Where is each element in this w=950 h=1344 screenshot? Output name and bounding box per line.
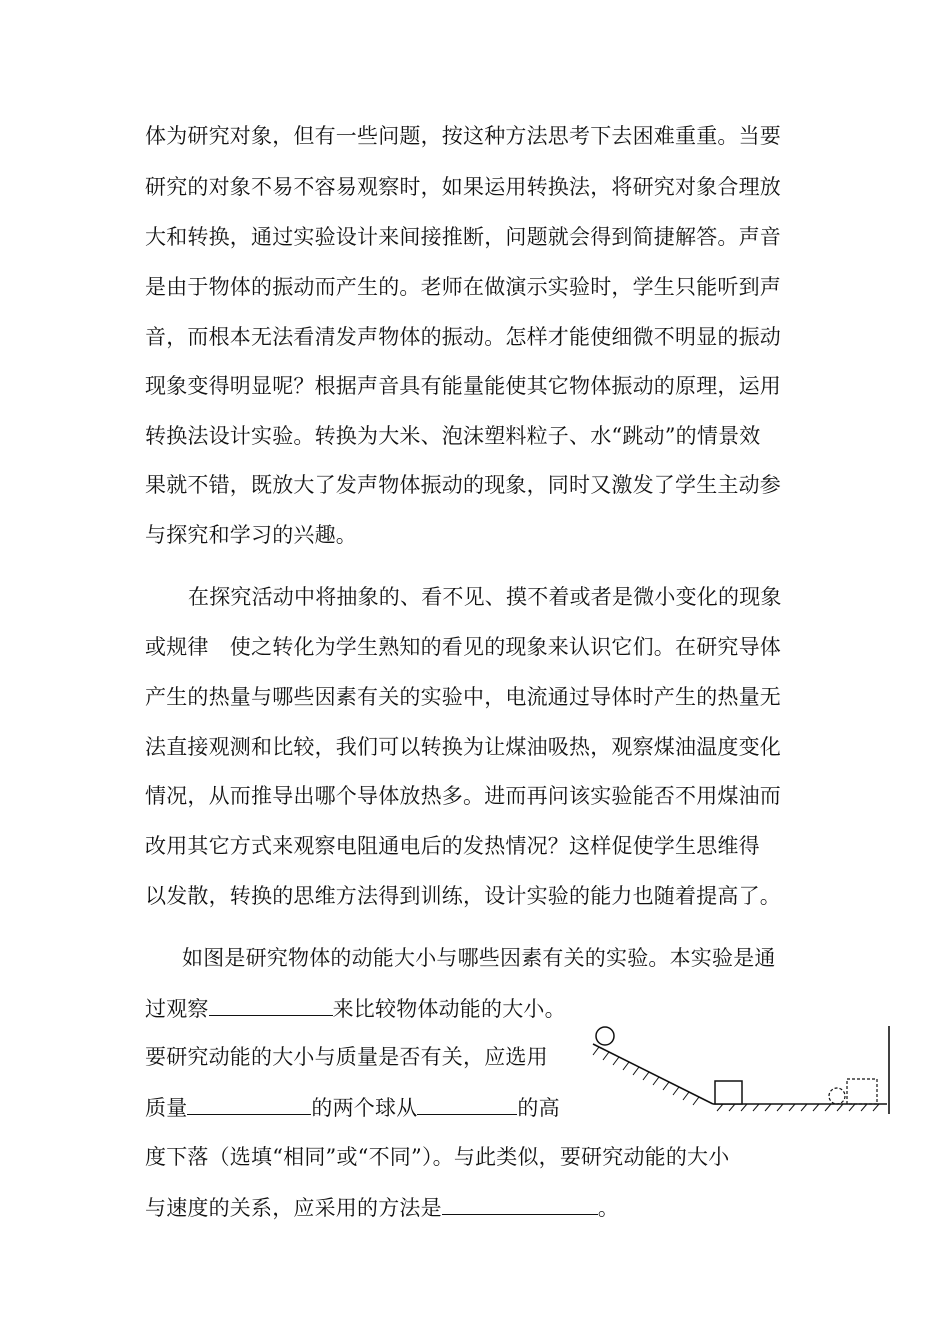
paragraph-1-line: 转换法设计实验。转换为大米、泡沫塑料粒子、水“跳动”的情景效 (145, 424, 761, 448)
paragraph-2-line: 或规律 使之转化为学生熟知的看见的现象来认识它们。在研究导体 (145, 635, 781, 659)
question-line-2 (145, 993, 566, 1024)
dashed-ball-icon (829, 1088, 845, 1104)
paragraph-2-line: 在探究活动中将抽象的、看不见、摸不着或者是微小变化的现象 (188, 585, 782, 609)
answer-blank-1[interactable] (209, 993, 333, 1016)
question-text: 的高 (517, 1096, 560, 1120)
paragraph-1-line: 是由于物体的振动而产生的。老师在做演示实验时，学生只能听到声 (145, 275, 781, 299)
paragraph-2-line: 情况，从而推导出哪个导体放热多。进而再问该实验能否不用煤油而 (145, 784, 781, 808)
paragraph-1-line: 音，而根本无法看清发声物体的振动。怎样才能使细微不明显的振动 (145, 325, 781, 349)
paragraph-2-line: 以发散，转换的思维方法得到训练，设计实验的能力也随着提高了。 (145, 884, 781, 908)
question-line-6 (145, 1192, 619, 1223)
paragraph-1-line: 果就不错，既放大了发声物体振动的现象，同时又激发了学生主动参 (145, 473, 781, 497)
question-text: 过观察 (145, 997, 209, 1021)
question-text: 来比较物体动能的大小。 (332, 997, 566, 1021)
question-line-4 (145, 1092, 560, 1123)
question-line-5: 度下落（选填“相同”或“不同”）。与此类似，要研究动能的大小 (145, 1145, 730, 1169)
paragraph-2-line: 法直接观测和比较，我们可以转换为让煤油吸热，观察煤油温度变化 (145, 735, 781, 759)
ramp-surface (593, 1044, 713, 1104)
ball-icon (596, 1027, 614, 1045)
dashed-block-icon (847, 1079, 877, 1104)
question-text: 的两个球从 (311, 1096, 418, 1120)
ramp-hatching (593, 1047, 699, 1105)
paragraph-1-line: 体为研究对象，但有一些问题，按这种方法思考下去困难重重。当要 (145, 124, 781, 148)
answer-blank-2[interactable] (187, 1092, 311, 1115)
answer-blank-3[interactable] (417, 1092, 517, 1115)
floor-hatching (717, 1104, 879, 1111)
paragraph-2-line: 产生的热量与哪些因素有关的实验中，电流通过导体时产生的热量无 (145, 685, 781, 709)
question-intro-line: 如图是研究物体的动能大小与哪些因素有关的实验。本实验是通 (182, 946, 776, 970)
question-text: 与速度的关系，应采用的方法是 (145, 1196, 442, 1220)
paragraph-2-line: 改用其它方式来观察电阻通电后的发热情况？这样促使学生思维得 (145, 834, 760, 858)
paragraph-1-line: 大和转换，通过实验设计来间接推断，问题就会得到简捷解答。声音 (145, 225, 781, 249)
paragraph-1-line: 与探究和学习的兴趣。 (145, 523, 357, 547)
paragraph-1-line: 现象变得明显呢？根据声音具有能量能使其它物体振动的原理，运用 (145, 374, 781, 398)
wooden-block-icon (715, 1081, 742, 1104)
kinetic-energy-experiment-figure (585, 1022, 895, 1118)
question-line-3: 要研究动能的大小与质量是否有关，应选用 (145, 1045, 548, 1069)
answer-blank-4[interactable] (442, 1192, 598, 1215)
question-text: 质量 (145, 1096, 188, 1120)
paragraph-1-line: 研究的对象不易不容易观察时，如果运用转换法，将研究对象合理放 (145, 175, 781, 199)
question-text: 。 (597, 1196, 620, 1220)
